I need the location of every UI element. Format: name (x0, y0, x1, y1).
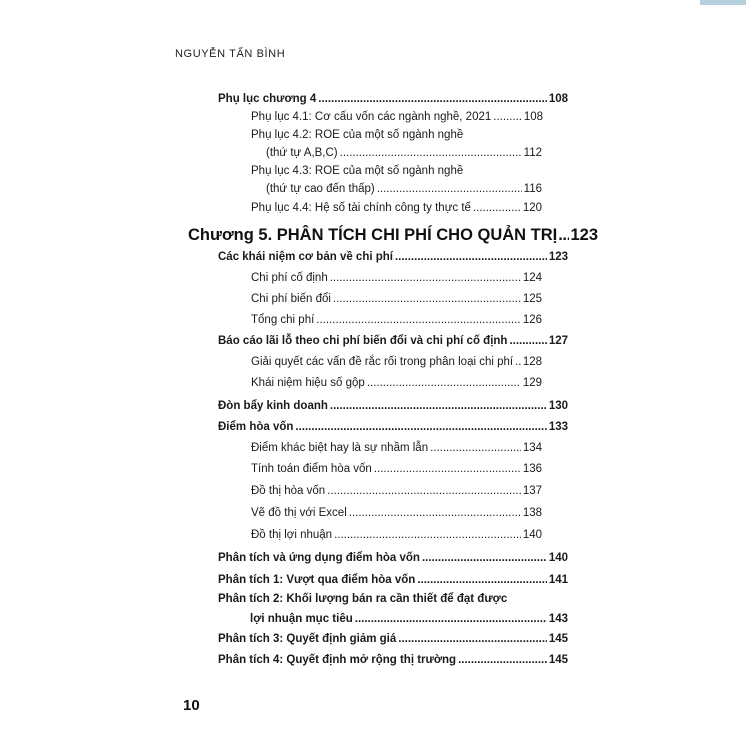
toc-entry-label: (thứ tự A,B,C) (266, 147, 338, 159)
dot-leader (355, 612, 547, 626)
toc-entry-page: 128 (522, 356, 542, 368)
toc-entry-label: Phân tích 4: Quyết định mở rộng thị trường (218, 654, 457, 666)
dot-leader (295, 420, 546, 434)
toc-entry-label: Điểm hòa vốn (218, 421, 294, 433)
toc-entry-profit-chart[interactable] (251, 528, 542, 542)
toc-entry-analysis-1[interactable] (218, 573, 568, 587)
toc-entry-page: 126 (522, 314, 542, 326)
toc-entry-label: Phân tích 1: Vượt qua điểm hòa vốn (218, 574, 416, 586)
toc-entry-chart-with-excel[interactable] (251, 506, 542, 520)
dot-leader (340, 146, 522, 160)
toc-entry-page: 145 (548, 654, 568, 666)
toc-entry-label: (thứ tự cao đến thấp) (266, 183, 375, 195)
toc-entry-page: 108 (523, 111, 543, 123)
toc-entry-label: Phụ lục chương 4 (218, 93, 317, 105)
toc-entry-label: Đòn bẩy kinh doanh (218, 400, 328, 412)
dot-leader (327, 484, 521, 498)
toc-entry-label: Giải quyết các vấn đề rắc rối trong phân loại chi phí (251, 356, 514, 368)
toc-entry-analysis-2-line1[interactable]: Phân tích 2: Khối lượng bán ra cần thiết để đạt được (218, 593, 508, 605)
toc-entry-page: 141 (548, 574, 568, 586)
dot-leader (493, 110, 522, 124)
corner-color-mark (700, 0, 746, 5)
toc-entry-label: lợi nhuận mục tiêu (250, 613, 353, 625)
toc-entry-page: 125 (522, 293, 542, 305)
dot-leader (395, 250, 547, 264)
toc-entry-page: 116 (523, 183, 542, 195)
dot-leader (333, 292, 521, 306)
toc-entry-analysis-2[interactable] (250, 612, 568, 626)
toc-entry-appendix-4-1[interactable] (251, 110, 543, 124)
toc-entry-appendix-4-3-line1[interactable]: Phụ lục 4.3: ROE của một số ngành nghề (251, 165, 464, 177)
chapter-title: Chương 5. PHÂN TÍCH CHI PHÍ CHO QUẢN TRỊ (188, 226, 558, 244)
toc-entry-difference-or-confusion[interactable] (251, 441, 542, 455)
toc-entry-calculate-break-even[interactable] (251, 462, 542, 476)
toc-entry-label: Đồ thị hòa vốn (251, 485, 326, 497)
toc-entry-page: 127 (548, 335, 568, 347)
toc-entry-page: 140 (548, 552, 568, 564)
toc-entry-income-statement[interactable] (218, 334, 568, 348)
toc-entry-label: Tổng chi phí (251, 314, 315, 326)
dot-leader (458, 653, 547, 667)
running-head: NGUYỄN TẤN BÌNH (175, 48, 286, 60)
toc-entry-break-even-analysis[interactable] (218, 551, 568, 565)
toc-entry-page: 138 (522, 507, 542, 519)
toc-entry-appendix-4-4[interactable] (251, 201, 542, 215)
toc-entry-label: Phụ lục 4.4: Hệ số tài chính công ty thực tế (251, 202, 471, 214)
toc-entry-page: 120 (522, 202, 542, 214)
toc-entry-page: 123 (548, 251, 568, 263)
toc-entry-cost-concepts[interactable] (218, 250, 568, 264)
toc-entry-break-even-chart[interactable] (251, 484, 542, 498)
toc-entry-label: Tính toán điểm hòa vốn (251, 463, 372, 475)
chapter-page: 123 (570, 226, 598, 244)
toc-entry-page: 140 (522, 529, 542, 541)
dot-leader (330, 399, 547, 413)
toc-entry-fixed-cost[interactable] (251, 271, 542, 285)
toc-entry-label: Vẽ đồ thị với Excel (251, 507, 347, 519)
dot-leader (349, 506, 521, 520)
dot-leader (473, 201, 521, 215)
toc-entry-label: Phân tích và ứng dụng điểm hòa vốn (218, 552, 420, 564)
page-number: 10 (183, 697, 200, 714)
dot-leader (316, 313, 521, 327)
toc-entry-label: Đồ thị lợi nhuận (251, 529, 333, 541)
toc-entry-operating-leverage[interactable] (218, 399, 568, 413)
toc-entry-label: Báo cáo lãi lỗ theo chi phí biến đổi và chi phí cố định (218, 335, 508, 347)
toc-entry-page: 145 (548, 633, 568, 645)
toc-entry-gross-margin[interactable] (251, 376, 542, 390)
toc-entry-page: 133 (548, 421, 568, 433)
dot-leader (430, 441, 521, 455)
toc-entry-break-even[interactable] (218, 420, 568, 434)
toc-entry-analysis-4[interactable] (218, 653, 568, 667)
toc-entry-appendix-4-3[interactable] (266, 182, 542, 196)
toc-entry-page: 136 (522, 463, 542, 475)
toc-entry-page: 137 (522, 485, 542, 497)
toc-entry-label: Các khái niệm cơ bản về chi phí (218, 251, 393, 263)
dot-leader (330, 271, 521, 285)
dot-leader (398, 632, 547, 646)
toc-entry-cost-classification[interactable] (251, 355, 542, 369)
dot-leader (334, 528, 521, 542)
toc-entry-label: Phân tích 3: Quyết định giảm giá (218, 633, 397, 645)
dot-leader (377, 182, 522, 196)
dot-leader (374, 462, 521, 476)
toc-entry-appendix-chapter-4[interactable] (218, 92, 568, 106)
toc-entry-label: Phụ lục 4.1: Cơ cấu vốn các ngành nghề, 2021 (251, 111, 492, 123)
toc-entry-page: 108 (548, 93, 568, 105)
toc-entry-page: 143 (548, 613, 568, 625)
toc-entry-page: 124 (522, 272, 542, 284)
dot-leader (558, 225, 569, 245)
toc-entry-total-cost[interactable] (251, 313, 542, 327)
toc-entry-label: Chi phí cố định (251, 272, 328, 284)
toc-entry-variable-cost[interactable] (251, 292, 542, 306)
toc-entry-label: Chi phí biến đổi (251, 293, 331, 305)
toc-entry-appendix-4-2-line1[interactable]: Phụ lục 4.2: ROE của một số ngành nghề (251, 129, 464, 141)
toc-entry-label: Khái niệm hiệu số gộp (251, 377, 365, 389)
toc-entry-page: 112 (523, 147, 542, 159)
dot-leader (515, 355, 521, 369)
toc-entry-analysis-3[interactable] (218, 632, 568, 646)
toc-entry-label: Điểm khác biệt hay là sự nhầm lẫn (251, 442, 429, 454)
toc-entry-page: 134 (522, 442, 542, 454)
dot-leader (417, 573, 546, 587)
toc-entry-page: 129 (522, 377, 542, 389)
toc-entry-page: 130 (548, 400, 568, 412)
chapter-heading[interactable] (188, 225, 598, 245)
dot-leader (422, 551, 547, 565)
dot-leader (318, 92, 547, 106)
dot-leader (367, 376, 521, 390)
dot-leader (509, 334, 546, 348)
toc-entry-appendix-4-2[interactable] (266, 146, 542, 160)
